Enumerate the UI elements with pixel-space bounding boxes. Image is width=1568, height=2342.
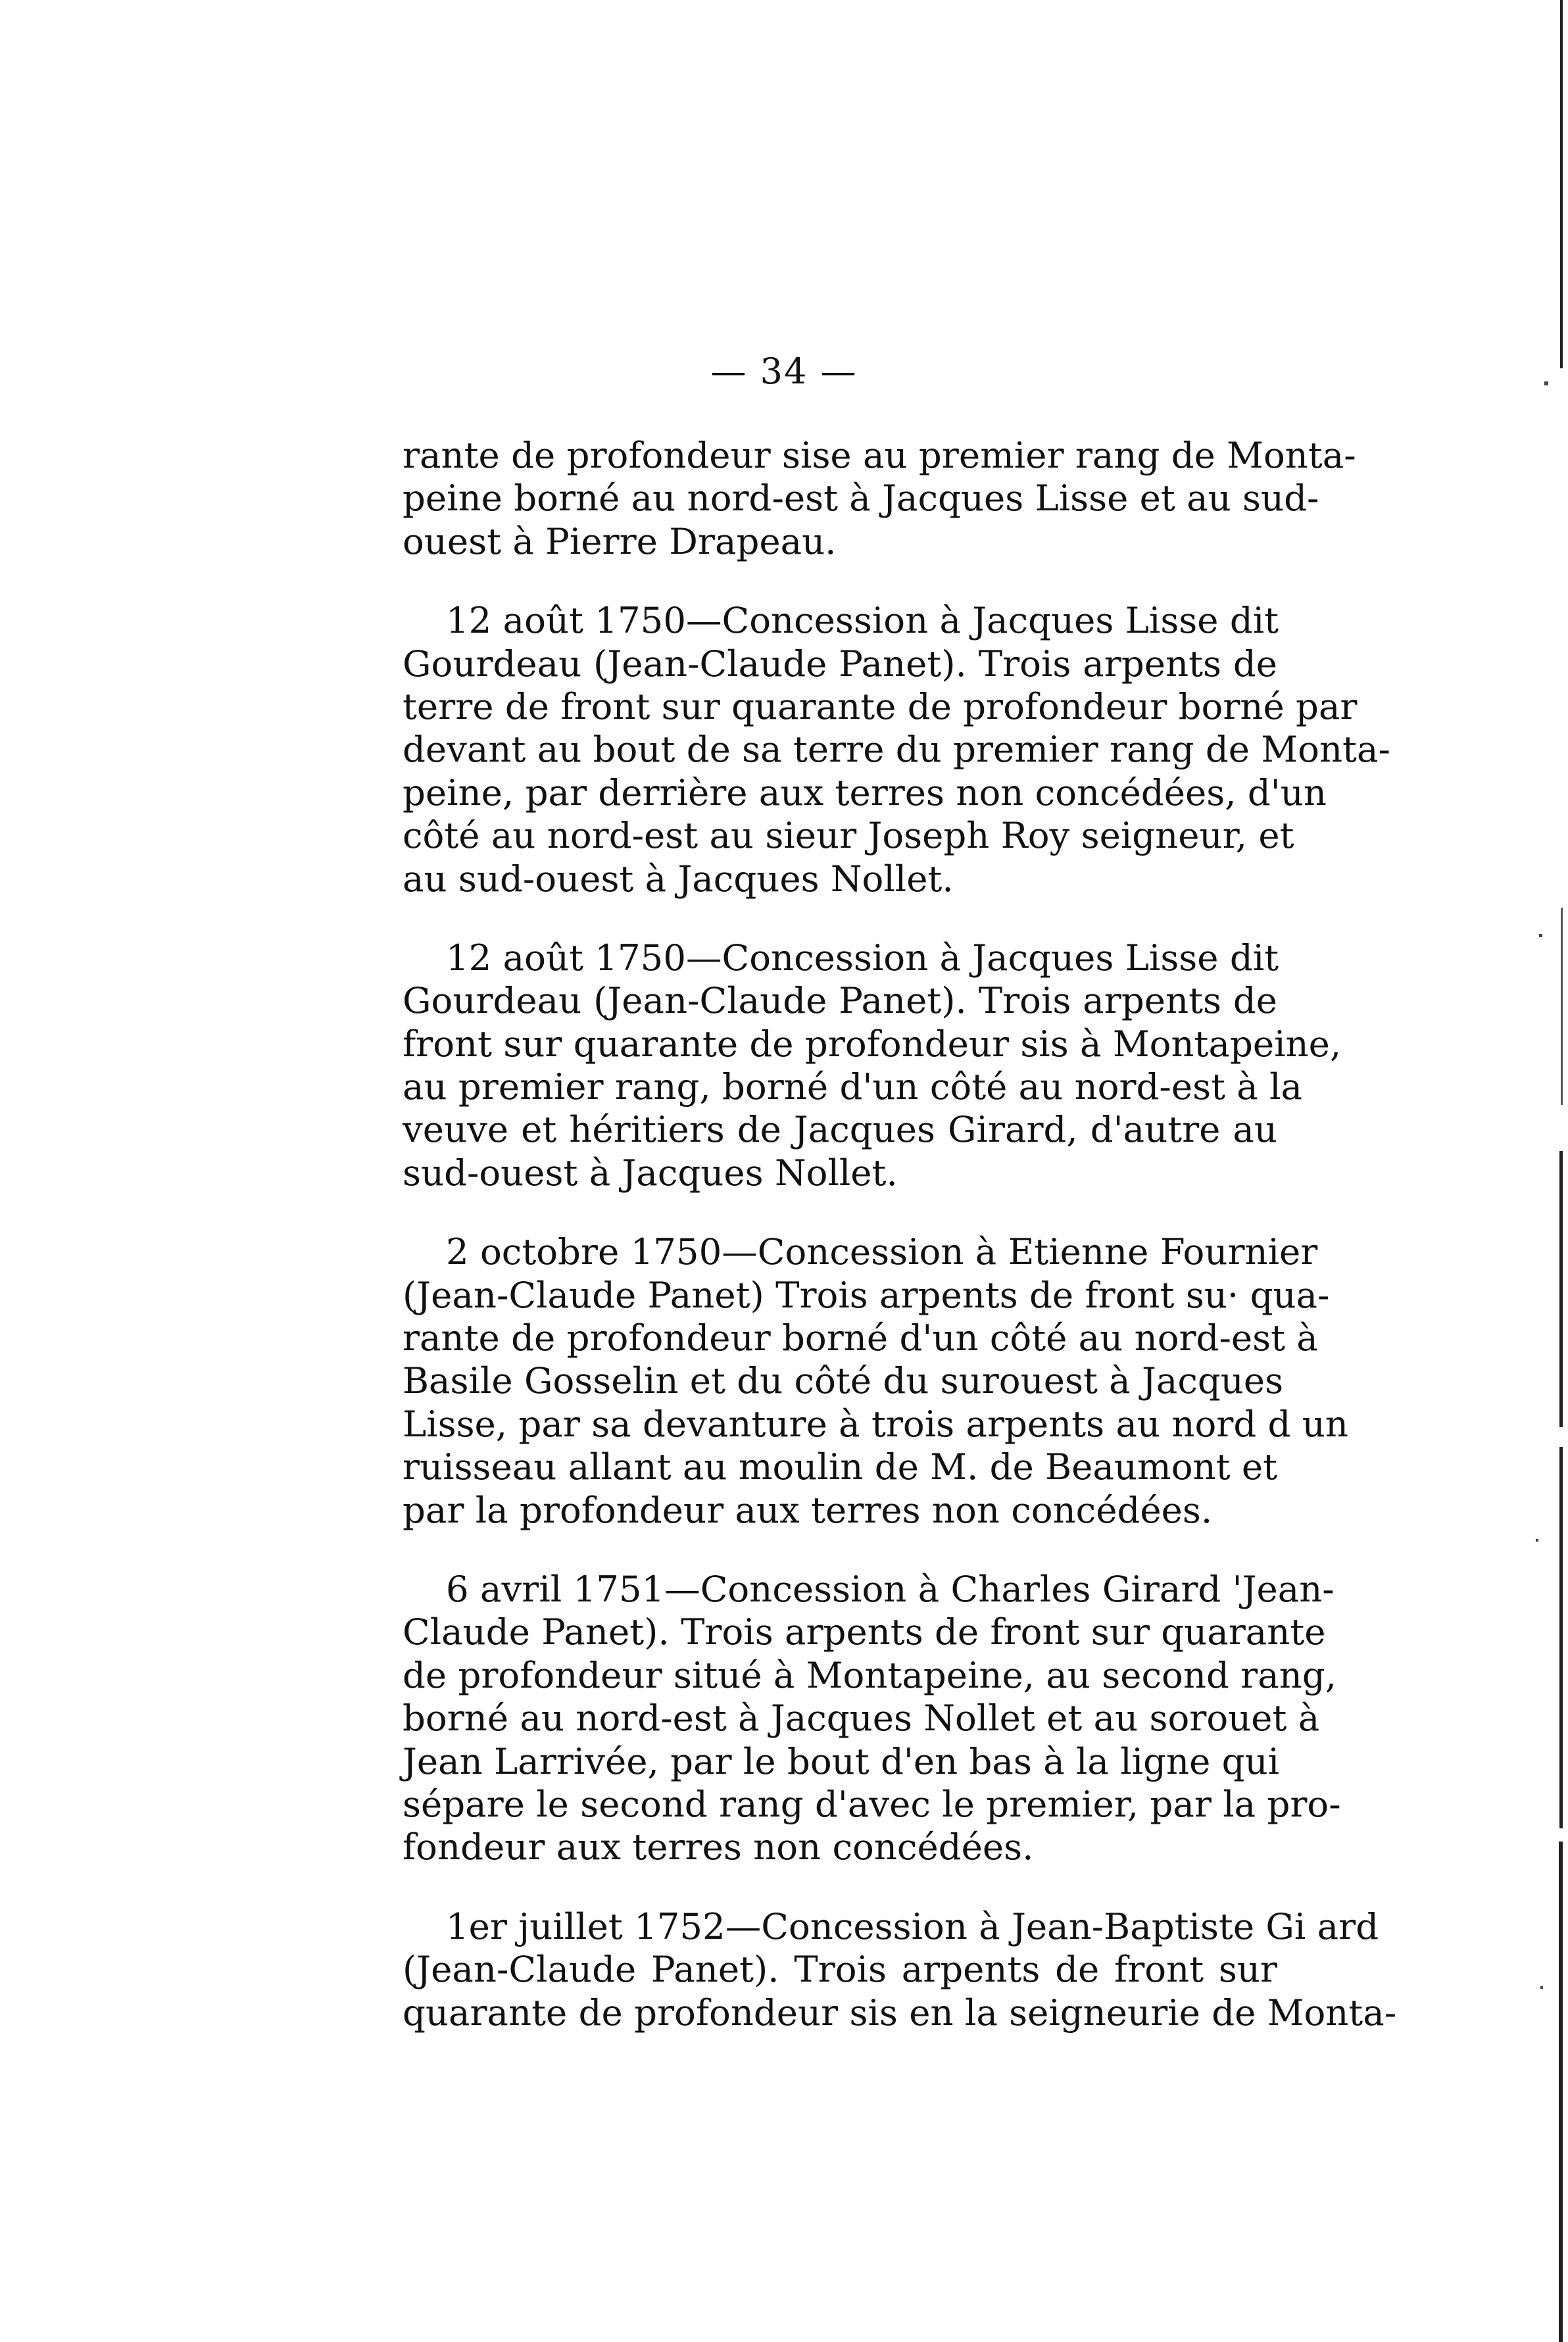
- text-line: Basile Gosselin et du côté du surouest à Jacques: [403, 1359, 1284, 1402]
- text-line: (Jean-Claude Panet). Trois arpents de front sur: [403, 1948, 1277, 1991]
- text-line: rante de profondeur sise au premier rang de Monta-: [403, 434, 1356, 476]
- text-line: rante de profondeur borné d'un côté au nord-est à: [403, 1317, 1318, 1359]
- text-line: front sur quarante de profondeur sis à Montapeine,: [403, 1022, 1342, 1065]
- text-line: au premier rang, borné d'un côté au nord-est à la: [403, 1065, 1303, 1108]
- text-line: par la profondeur aux terres non concédées.: [403, 1488, 1213, 1531]
- text-line: ruisseau allant au moulin de M. de Beaumont et: [403, 1446, 1277, 1488]
- page-number: — 34 —: [710, 351, 858, 392]
- text-line: de profondeur situé à Montapeine, au second rang,: [403, 1653, 1337, 1696]
- paragraph: [403, 434, 1356, 563]
- text-line: côté au nord-est au sieur Joseph Roy seigneur, et: [403, 814, 1294, 857]
- paragraph: [403, 936, 1342, 1194]
- text-line: 2 octobre 1750—Concession à Etienne Fournier: [446, 1231, 1318, 1273]
- scan-edge-line: [1559, 1151, 1563, 1427]
- paragraph: [403, 1231, 1348, 1532]
- text-line: borné au nord-est à Jacques Nollet et au sorouet à: [403, 1697, 1320, 1740]
- text-line: devant au bout de sa terre du premier rang de Monta-: [403, 728, 1390, 771]
- scan-speck: [1544, 381, 1548, 385]
- text-line: au sud-ouest à Jacques Nollet.: [403, 857, 954, 900]
- text-line: 12 août 1750—Concession à Jacques Lisse dit: [446, 599, 1279, 642]
- paragraph: [403, 599, 1390, 900]
- text-line: Gourdeau (Jean-Claude Panet). Trois arpents de: [403, 979, 1277, 1022]
- text-line: peine borné au nord-est à Jacques Lisse et au sud-: [403, 477, 1319, 520]
- scan-speck: [1536, 1539, 1538, 1542]
- scan-speck: [1540, 1986, 1543, 1989]
- text-line: sud-ouest à Jacques Nollet.: [403, 1151, 898, 1194]
- scan-edge-line: [1561, 908, 1563, 1105]
- text-line: Gourdeau (Jean-Claude Panet). Trois arpents de: [403, 642, 1277, 685]
- scan-speck: [1539, 934, 1542, 937]
- scan-edge-line: [1560, 0, 1563, 368]
- text-line: Lisse, par sa devanture à trois arpents au nord d un: [403, 1402, 1348, 1445]
- paragraph: [403, 1905, 1397, 2034]
- text-line: fondeur aux terres non concédées.: [403, 1826, 1034, 1868]
- text-line: ouest à Pierre Drapeau.: [403, 520, 837, 562]
- text-line: veuve et héritiers de Jacques Girard, d'autre au: [403, 1108, 1277, 1151]
- text-line: 6 avril 1751—Concession à Charles Girard 'Jean-: [446, 1567, 1335, 1610]
- scan-edge-line: [1559, 1447, 1563, 1828]
- text-line: quarante de profondeur sis en la seigneurie de Monta-: [403, 1991, 1397, 2034]
- text-line: Jean Larrivée, par le bout d'en bas à la ligne qui: [403, 1740, 1280, 1782]
- text-line: 12 août 1750—Concession à Jacques Lisse dit: [446, 936, 1279, 979]
- paragraph: [403, 1567, 1341, 1869]
- text-column: [403, 434, 1397, 2070]
- scan-edge-line: [1559, 1842, 1563, 2342]
- text-line: sépare le second rang d'avec le premier, par la pro-: [403, 1782, 1341, 1825]
- text-line: Claude Panet). Trois arpents de front sur quarante: [403, 1611, 1326, 1653]
- text-line: 1er juillet 1752—Concession à Jean-Baptiste Gi ard: [446, 1905, 1379, 1947]
- text-line: (Jean-Claude Panet) Trois arpents de front su· qua-: [403, 1273, 1330, 1316]
- text-line: terre de front sur quarante de profondeur borné par: [403, 685, 1358, 727]
- text-line: peine, par derrière aux terres non concédées, d'un: [403, 771, 1327, 814]
